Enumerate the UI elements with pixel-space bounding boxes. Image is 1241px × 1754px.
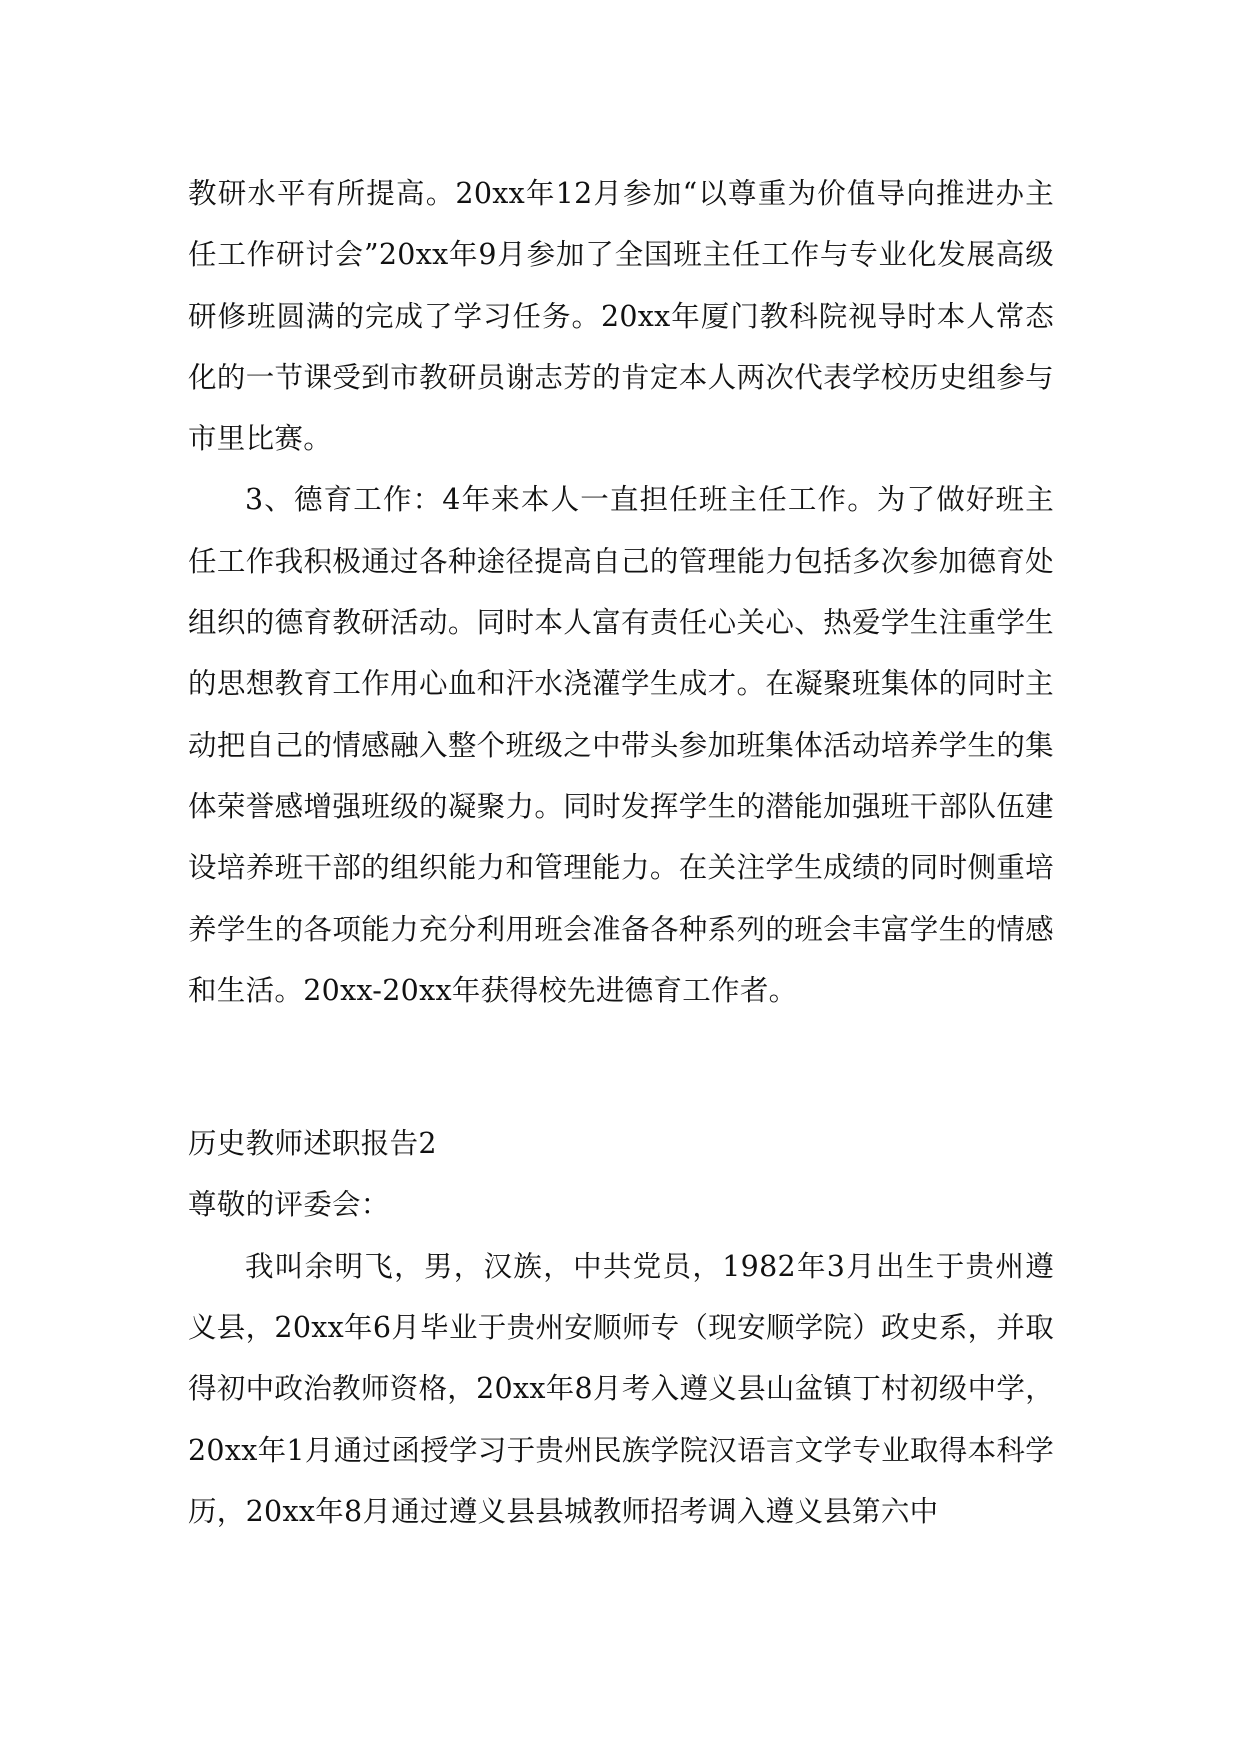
continuation-paragraph: 教研水平有所提高。20xx年12月参加“以尊重为价值导向推进办主任工作研讨会”20xx年9月参加了全国班主任工作与专业化发展高级研修班圆满的完成了学习任务。20xx年厦门教科院视导时本人常态化的一节课受到市教研员谢志芳的肯定本人两次代表学校历史组参与市里比赛。	[188, 177, 1054, 456]
moral-education-paragraph: 3、德育工作：4年来本人一直担任班主任工作。为了做好班主任工作我积极通过各种途径提高自己的管理能力包括多次参加德育处组织的德育教研活动。同时本人富有责任心关心、热爱学生注重学生的思想教育工作用心血和汗水浇灌学生成才。在凝聚班集体的同时主动把自己的情感融入整个班级之中带头参加班集体活动培养学生的集体荣誉感增强班级的凝聚力。同时发挥学生的潜能加强班干部队伍建设培养班干部的组织能力和管理能力。在关注学生成绩的同时侧重培养学生的各项能力充分利用班会准备各种系列的班会丰富学生的情感和生活。20xx-20xx年获得校先进德育工作者。	[188, 483, 1054, 1007]
document-body	[188, 163, 1054, 1542]
intro-paragraph: 我叫余明飞，男，汉族，中共党员，1982年3月出生于贵州遵义县，20xx年6月毕业于贵州安顺师专（现安顺学院）政史系，并取得初中政治教师资格，20xx年8月考入遵义县山盆镇丁村初级中学，20xx年1月通过函授学习于贵州民族学院汉语言文学专业取得本科学历，20xx年8月通过遵义县县城教师招考调入遵义县第六中	[188, 1249, 1054, 1528]
section-spacer	[188, 1021, 1054, 1113]
report-title: 历史教师述职报告2	[188, 1127, 437, 1161]
salutation: 尊敬的评委会：	[188, 1188, 390, 1222]
